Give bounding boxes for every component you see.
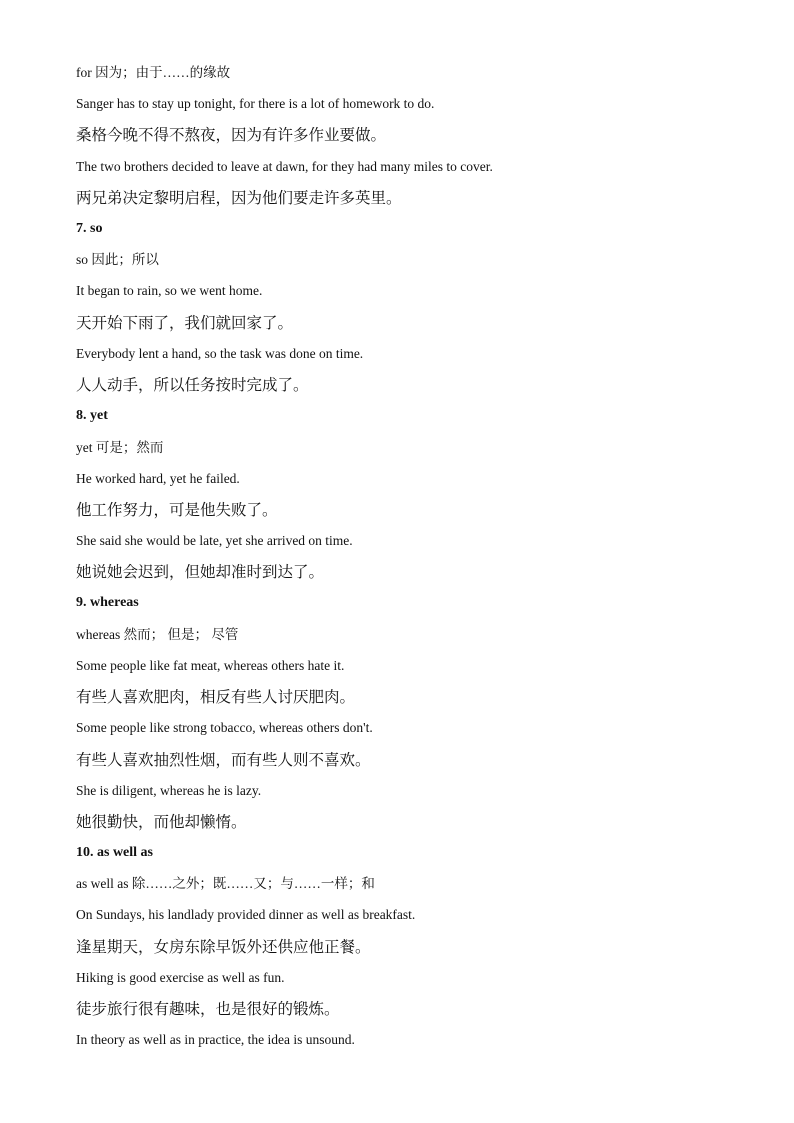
example-en: He worked hard, yet he failed. (76, 471, 240, 486)
example-en: Some people like strong tobacco, whereas others don't. (76, 720, 373, 735)
example-zh: 有些人喜欢肥肉，相反有些人讨厌肥肉。 (76, 688, 356, 706)
example-zh: 徒步旅行很有趣味，也是很好的锻炼。 (76, 1000, 340, 1018)
example-en: In theory as well as in practice, the idea is unsound. (76, 1032, 355, 1047)
definition-so: so 因此；所以 (76, 252, 159, 267)
example-zh: 天开始下雨了，我们就回家了。 (76, 314, 294, 332)
section-heading-yet: 8. yet (76, 408, 108, 423)
example-en: It began to rain, so we went home. (76, 283, 263, 298)
definition-for: for 因为；由于……的缘故 (76, 65, 231, 80)
example-zh: 人人动手，所以任务按时完成了。 (76, 376, 309, 394)
example-zh: 他工作努力，可是他失败了。 (76, 501, 278, 519)
example-en: She is diligent, whereas he is lazy. (76, 783, 262, 798)
section-heading-whereas: 9. whereas (76, 595, 139, 610)
definition-yet: yet 可是；然而 (76, 440, 164, 455)
example-zh: 桑格今晚不得不熬夜，因为有许多作业要做。 (76, 126, 387, 144)
example-zh: 有些人喜欢抽烈性烟，而有些人则不喜欢。 (76, 751, 371, 769)
example-en: Hiking is good exercise as well as fun. (76, 970, 285, 985)
example-en: The two brothers decided to leave at dawn, for they had many miles to cover. (76, 159, 493, 174)
example-en: She said she would be late, yet she arrived on time. (76, 533, 353, 548)
example-en: Sanger has to stay up tonight, for there is a lot of homework to do. (76, 96, 435, 111)
example-zh: 两兄弟决定黎明启程，因为他们要走许多英里。 (76, 189, 402, 207)
example-en: Some people like fat meat, whereas others hate it. (76, 658, 345, 673)
section-heading-so: 7. so (76, 221, 103, 236)
definition-as-well-as: as well as 除……之外；既……又；与……一样；和 (76, 876, 375, 891)
example-zh: 她说她会迟到，但她却准时到达了。 (76, 563, 325, 581)
example-zh: 逢星期天，女房东除早饭外还供应他正餐。 (76, 938, 371, 956)
example-en: Everybody lent a hand, so the task was done on time. (76, 346, 364, 361)
example-en: On Sundays, his landlady provided dinner as well as breakfast. (76, 907, 416, 922)
definition-whereas: whereas 然而； 但是； 尽管 (76, 627, 239, 642)
section-heading-as-well-as: 10. as well as (76, 845, 153, 860)
example-zh: 她很勤快，而他却懒惰。 (76, 813, 247, 831)
